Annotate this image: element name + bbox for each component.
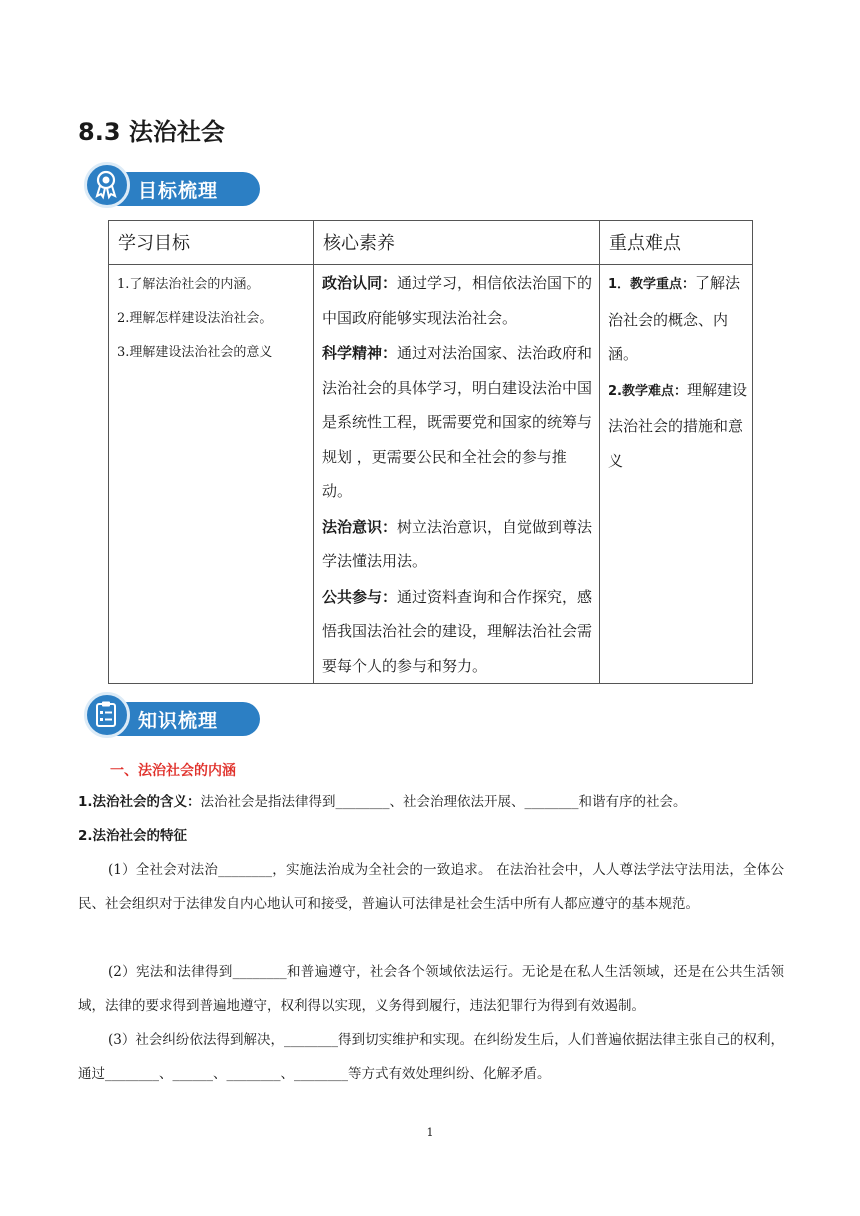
knowledge-banner — [80, 690, 262, 740]
goal-item: 3.理解建设法治社会的意义 — [117, 345, 273, 360]
paragraph-feature-2: (2）宪法和法律得到________和普遍遵守，社会各个领域依法运行。无论是在私人生活领域，还是在公共生活领域，法律的要求得到普遍地遵守，权利得以实现，义务得到履行，违法犯罪行为得到有效遏制。 — [78, 964, 784, 1014]
keypoint-text: 理解建设法治社会的措施和意义 — [608, 380, 747, 470]
competency-text: 通过资料查询和合作探究，感悟我国法治社会的建设，理解法治社会需要每个人的参与和努力。 — [322, 587, 593, 675]
banner-label: 知识梳理 — [138, 710, 219, 732]
competency-public-participation — [314, 579, 599, 684]
competency-label: 法治意识： — [322, 517, 398, 536]
definition-label: 1.法治社会的含义： — [78, 794, 201, 810]
definition-text: 法治社会是指法律得到________、社会治理依法开展、________和谐有序的社会。 — [200, 794, 687, 810]
competency-label: 政治认同： — [322, 274, 398, 292]
paragraph-definition — [78, 785, 784, 819]
paragraph-feature-1: (1）全社会对法治________，实施法治成为全社会的一致追求。 在法治社会中，人人尊法学法守法用法，全体公民、社会组织对于法律发自内心地认可和接受，普遍认可法律是社会生活中所有人都应遵守的基本规范。 — [78, 862, 784, 912]
banner-label: 目标梳理 — [138, 180, 219, 202]
award-ribbon-icon — [90, 168, 122, 200]
competency-text: 树立法治意识，自觉做到尊法学法懂法用法。 — [322, 517, 593, 570]
keypoints-cell — [600, 265, 753, 684]
goals-banner — [80, 160, 262, 210]
goals-cell — [109, 265, 314, 684]
features-label: 2.法治社会的特征 — [78, 828, 188, 844]
clipboard-list-icon — [90, 698, 122, 730]
keypoint-focus — [600, 265, 752, 372]
header-core-competencies: 核心素养 — [314, 221, 600, 265]
document-title: 8.3 法治社会 — [78, 118, 225, 146]
competency-text: 通过对法治国家、法治政府和法治社会的具体学习，明白建设法治中国是系统性工程，既需要党和国家的统筹与规划 ，更需要公民和全社会的参与推动。 — [322, 344, 593, 500]
goals-table — [108, 220, 753, 684]
goal-item: 2.理解怎样建设法治社会。 — [117, 311, 273, 326]
page-number: 1 — [426, 1126, 434, 1139]
header-key-points: 重点难点 — [600, 221, 753, 265]
keypoint-difficulty — [600, 372, 752, 479]
section-heading: 一、法治社会的内涵 — [110, 763, 236, 779]
goal-item: 1.了解法治社会的内涵。 — [117, 277, 260, 292]
keypoint-text: 了解法治社会的概念、内涵。 — [608, 274, 741, 363]
paragraph-feature-3: (3）社会纠纷依法得到解决，________得到切实维护和实现。在纠纷发生后，人们普遍依据法律主张自己的权利，通过________、______、________、________等方式有效处理纠纷、化解矛盾。 — [78, 1032, 784, 1082]
competency-label: 科学精神： — [322, 344, 398, 362]
competency-scientific-spirit — [314, 335, 599, 509]
competency-text: 通过学习，相信依法治国下的中国政府能够实现法治社会。 — [322, 274, 593, 327]
competencies-cell — [314, 265, 600, 684]
keypoint-label: 1．教学重点： — [608, 277, 696, 292]
competency-rule-of-law — [314, 509, 599, 579]
paragraph-features-heading — [78, 819, 784, 853]
keypoint-label: 2.教学难点： — [608, 383, 687, 399]
header-learning-goals: 学习目标 — [109, 221, 314, 265]
competency-political-identity — [314, 265, 599, 335]
competency-label: 公共参与： — [322, 587, 398, 606]
